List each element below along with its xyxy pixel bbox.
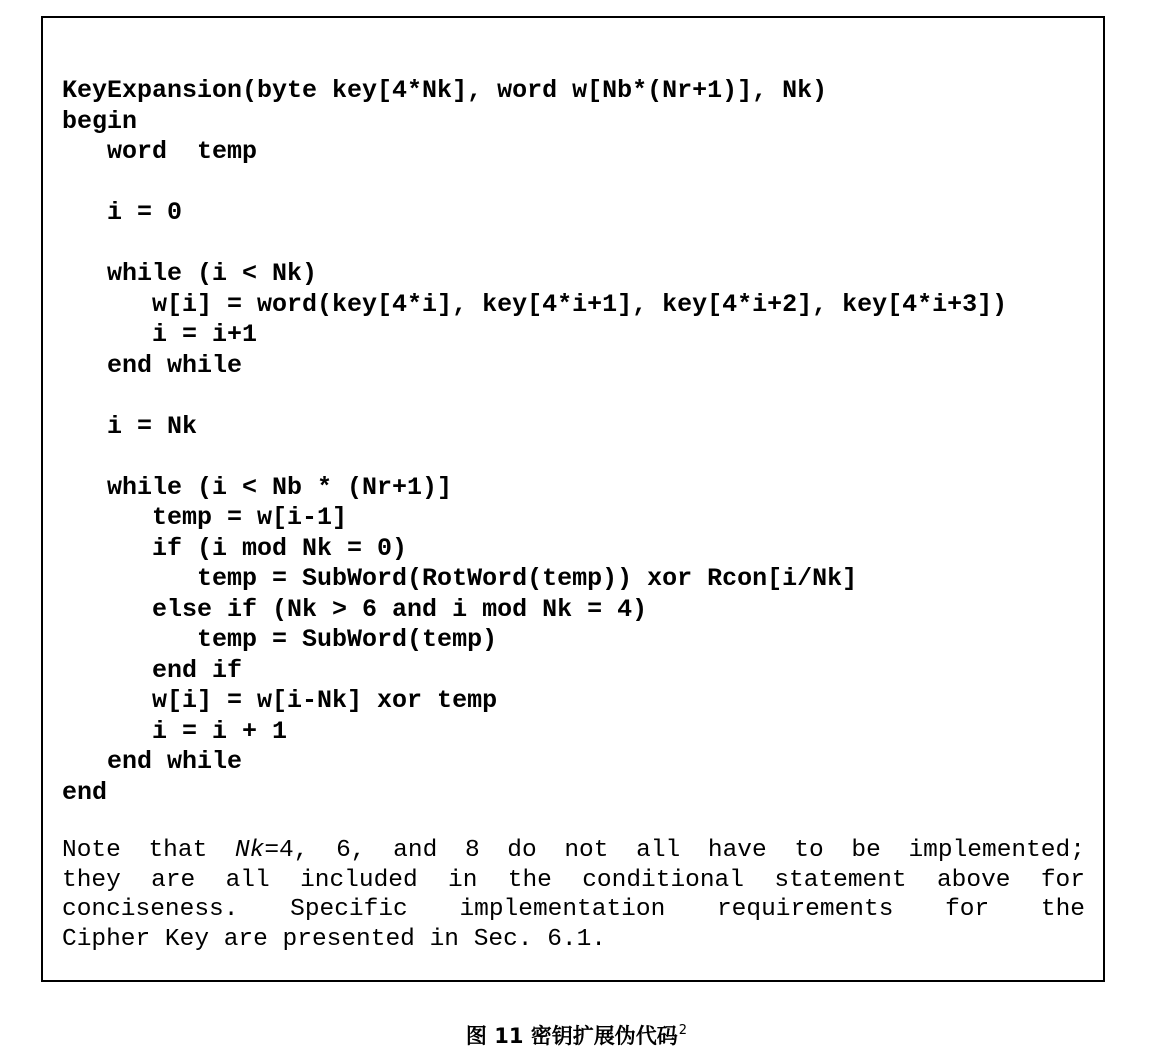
note-paragraph: [62, 836, 1085, 954]
note-word: be: [851, 837, 881, 864]
note-word: all: [636, 837, 681, 864]
code-line: else if (Nk > 6 and i mod Nk = 4): [62, 594, 648, 624]
code-line: end if: [62, 655, 243, 685]
code-line: end while: [62, 747, 243, 776]
note-word: Nk=4,: [234, 837, 309, 864]
code-line: i = i+1: [62, 320, 258, 349]
note-word: to: [794, 837, 824, 864]
note-word: for: [945, 896, 990, 923]
note-word: in: [448, 866, 478, 894]
note-word: are: [223, 925, 268, 953]
note-word: they: [62, 866, 121, 894]
note-word: that: [148, 837, 208, 864]
note-word: the: [1040, 896, 1085, 923]
code-line: i = i + 1: [62, 716, 288, 746]
note-word: not: [564, 837, 609, 864]
code-line: KeyExpansion(byte key[4*Nk], word w[Nb*(Nr+1)], Nk): [62, 76, 828, 105]
note-word: above: [936, 866, 1011, 894]
code-line: w[i] = w[i-Nk] xor temp: [62, 686, 498, 715]
note-word: requirements: [716, 896, 894, 923]
note-word: 6,: [336, 837, 366, 864]
figure-caption: [0, 1018, 1153, 1049]
code-line: [62, 168, 1007, 199]
note-word: do: [507, 837, 537, 864]
note-word: included: [300, 866, 418, 894]
note-line: [62, 895, 1085, 925]
note-word: Key: [164, 925, 210, 953]
code-line: i = 0: [62, 198, 183, 227]
note-word: implemented;: [908, 837, 1085, 864]
code-line: w[i] = word(key[4*i], key[4*i+1], key[4*i+2], key[4*i+3]): [62, 289, 1008, 319]
code-line: temp = SubWord(RotWord(temp)) xor Rcon[i/Nk]: [62, 564, 858, 593]
code-line: temp = SubWord(temp): [62, 625, 498, 654]
note-word: conciseness.: [62, 896, 239, 923]
note-line: [62, 836, 1085, 866]
code-line: while (i < Nk): [62, 259, 318, 288]
code-line: [62, 229, 1007, 260]
note-word: Sec.: [473, 925, 533, 953]
note-word: 8: [464, 837, 480, 864]
footnote-mark: 2: [678, 1023, 688, 1038]
note-word: for: [1040, 866, 1085, 894]
note-word: all: [225, 866, 270, 894]
code-line: end: [62, 777, 108, 807]
note-word: are: [151, 866, 196, 894]
code-line: temp = w[i-1]: [62, 503, 348, 532]
note-word: implementation: [459, 896, 666, 923]
caption-label: 图 11 密钥扩展伪代码: [465, 1024, 678, 1048]
note-word: have: [707, 837, 767, 864]
note-word: statement: [774, 866, 907, 894]
note-word: Note: [62, 837, 121, 864]
code-line: [62, 381, 1007, 412]
note-word: and: [393, 837, 438, 864]
code-line: i = Nk: [62, 411, 198, 441]
note-word: 6.1.: [547, 925, 607, 953]
note-word: Cipher: [62, 925, 151, 953]
code-line: [62, 442, 1007, 473]
code-line: begin: [62, 106, 138, 136]
note-word: presented: [282, 925, 415, 953]
code-line: while (i < Nb * (Nr+1)]: [62, 472, 453, 502]
pseudocode-block: [62, 76, 1007, 808]
note-word: in: [429, 925, 459, 953]
note-word: conditional: [582, 866, 744, 894]
code-line: if (i mod Nk = 0): [62, 533, 408, 563]
note-line: [62, 866, 1085, 896]
note-line: [62, 925, 1085, 955]
code-line: end while: [62, 350, 243, 380]
note-word: the: [507, 866, 552, 894]
code-line: word temp: [62, 137, 258, 166]
note-word: Specific: [290, 896, 408, 923]
